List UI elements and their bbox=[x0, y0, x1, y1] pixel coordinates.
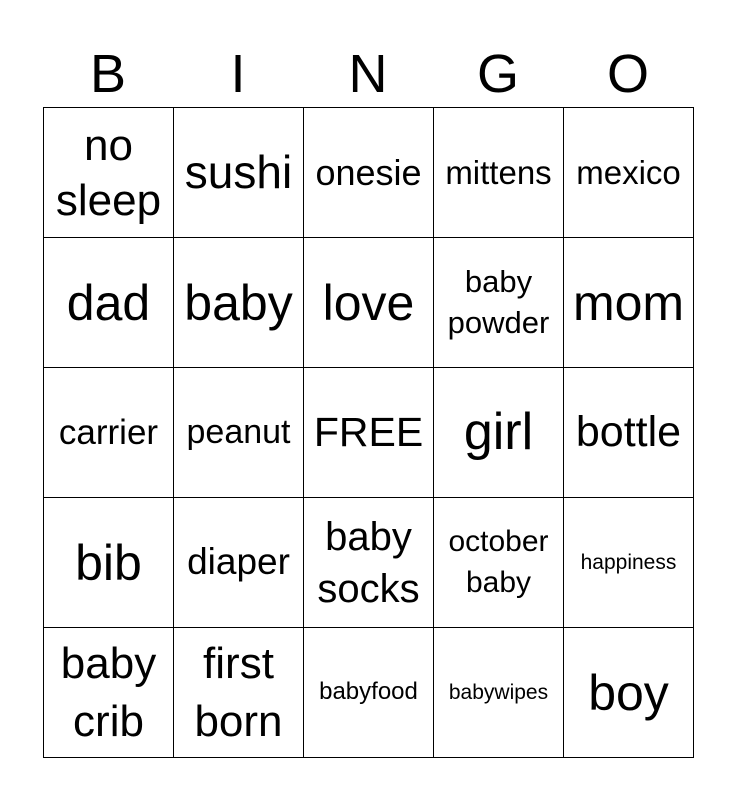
bingo-cell[interactable] bbox=[434, 368, 564, 498]
bingo-cell-label: baby socks bbox=[317, 514, 420, 611]
bingo-cell[interactable] bbox=[434, 498, 564, 628]
bingo-cell[interactable] bbox=[304, 108, 434, 238]
bingo-cell-label: baby bbox=[184, 274, 293, 331]
board-row bbox=[44, 108, 694, 238]
bingo-board bbox=[43, 107, 694, 758]
header-letter-b: B bbox=[89, 44, 127, 104]
bingo-cell-label: carrier bbox=[58, 412, 159, 452]
bingo-cell-label: babywipes bbox=[448, 680, 549, 704]
bingo-cell[interactable] bbox=[564, 498, 694, 628]
bingo-cell-label: mittens bbox=[445, 153, 552, 191]
bingo-cell[interactable] bbox=[564, 628, 694, 758]
bingo-cell[interactable] bbox=[434, 108, 564, 238]
bingo-cell[interactable] bbox=[304, 498, 434, 628]
bingo-cell-label: onesie bbox=[315, 151, 422, 193]
header-letter-o: O bbox=[606, 44, 649, 104]
bingo-cell[interactable] bbox=[304, 238, 434, 368]
bingo-cell-label: bib bbox=[75, 534, 142, 591]
bingo-cell[interactable] bbox=[174, 108, 304, 238]
bingo-cell-label: happiness bbox=[580, 550, 677, 574]
bingo-cell[interactable] bbox=[304, 368, 434, 498]
bingo-cell-label: FREE bbox=[313, 408, 424, 455]
bingo-cell-label: baby powder bbox=[447, 264, 550, 340]
bingo-cell-label: mom bbox=[572, 274, 685, 331]
board-row bbox=[44, 628, 694, 758]
bingo-cell-label: girl bbox=[463, 403, 534, 462]
bingo-cell-label: mexico bbox=[576, 153, 681, 191]
bingo-cell[interactable] bbox=[174, 498, 304, 628]
bingo-cell[interactable] bbox=[44, 368, 174, 498]
bingo-cell[interactable] bbox=[304, 628, 434, 758]
bingo-cell-label: babyfood bbox=[319, 678, 418, 706]
bingo-cell-label: diaper bbox=[187, 541, 290, 583]
bingo-cell[interactable] bbox=[44, 238, 174, 368]
bingo-cell-label: october baby bbox=[448, 525, 549, 599]
bingo-cell-label: boy bbox=[588, 664, 669, 721]
bingo-cell-label: dad bbox=[66, 274, 151, 331]
header-letter-g: G bbox=[476, 44, 519, 104]
bingo-cell-label: love bbox=[322, 274, 415, 331]
bingo-cell-label: first born bbox=[194, 639, 283, 746]
bingo-cell[interactable] bbox=[564, 238, 694, 368]
board-row bbox=[44, 498, 694, 628]
header-letter-i: I bbox=[230, 44, 246, 104]
bingo-cell[interactable] bbox=[174, 238, 304, 368]
board-row bbox=[44, 368, 694, 498]
bingo-cell[interactable] bbox=[564, 108, 694, 238]
bingo-cell-label: peanut bbox=[186, 413, 291, 452]
bingo-cell[interactable] bbox=[174, 628, 304, 758]
bingo-cell[interactable] bbox=[434, 628, 564, 758]
bingo-cell-label: sushi bbox=[184, 145, 293, 198]
bingo-cell-label: no sleep bbox=[55, 120, 162, 225]
bingo-cell[interactable] bbox=[564, 368, 694, 498]
bingo-cell-label: bottle bbox=[575, 407, 682, 456]
header-letter-n: N bbox=[348, 44, 388, 104]
bingo-cell-label: baby crib bbox=[60, 639, 157, 746]
board-row bbox=[44, 238, 694, 368]
bingo-cell[interactable] bbox=[44, 498, 174, 628]
bingo-cell[interactable] bbox=[434, 238, 564, 368]
bingo-cell[interactable] bbox=[44, 108, 174, 238]
bingo-cell[interactable] bbox=[174, 368, 304, 498]
bingo-header bbox=[43, 40, 693, 108]
bingo-cell[interactable] bbox=[44, 628, 174, 758]
